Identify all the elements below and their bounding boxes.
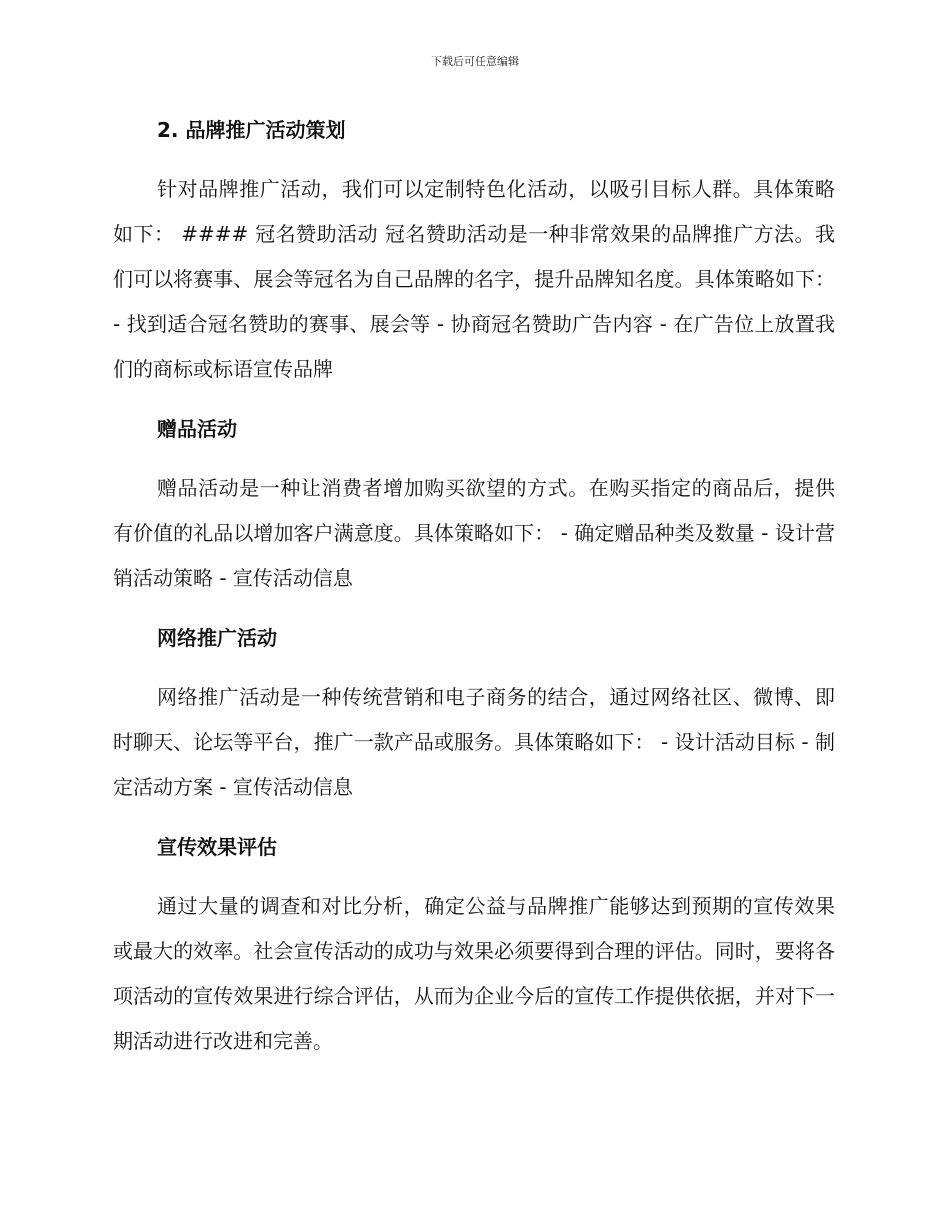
section-heading-brand-promotion: 2. 品牌推广活动策划: [157, 118, 346, 142]
section-paragraph-gift-activity: 赠品活动是一种让消费者增加购买欲望的方式。在购买指定的商品后，提供有价值的礼品以增加客户满意度。具体策略如下： - 确定赠品种类及数量 - 设计营销活动策略 - 宣传活动信息: [113, 476, 835, 590]
section-paragraph-brand-promotion: 针对品牌推广活动，我们可以定制特色化活动，以吸引目标人群。具体策略如下： #### 冠名赞助活动 冠名赞助活动是一种非常效果的品牌推广方法。我们可以将赛事、展会等冠名为自己品牌的名字，提升品牌知名度。具体策略如下： - 找到适合冠名赞助的赛事、展会等 - 协商冠名赞助广告内容 - 在广告位上放置我们的商标或标语宣传品牌: [113, 177, 835, 381]
page-header: 下载后可任意编辑: [431, 55, 519, 68]
document-body: [113, 108, 835, 1064]
section-paragraph-online-promotion: 网络推广活动是一种传统营销和电子商务的结合，通过网络社区、微博、即时聊天、论坛等平台，推广一款产品或服务。具体策略如下： - 设计活动目标 - 制定活动方案 - 宣传活动信息: [113, 685, 835, 799]
section-heading-gift-activity: 赠品活动: [157, 417, 237, 441]
section-paragraph-effect-evaluation: 通过大量的调查和对比分析，确定公益与品牌推广能够达到预期的宣传效果或最大的效率。社会宣传活动的成功与效果必须要得到合理的评估。同时，要将各项活动的宣传效果进行综合评估，从而为企业今后的宣传工作提供依据，并对下一期活动进行改进和完善。: [113, 894, 835, 1053]
section-heading-online-promotion: 网络推广活动: [157, 626, 277, 650]
section-heading-effect-evaluation: 宣传效果评估: [157, 835, 277, 859]
